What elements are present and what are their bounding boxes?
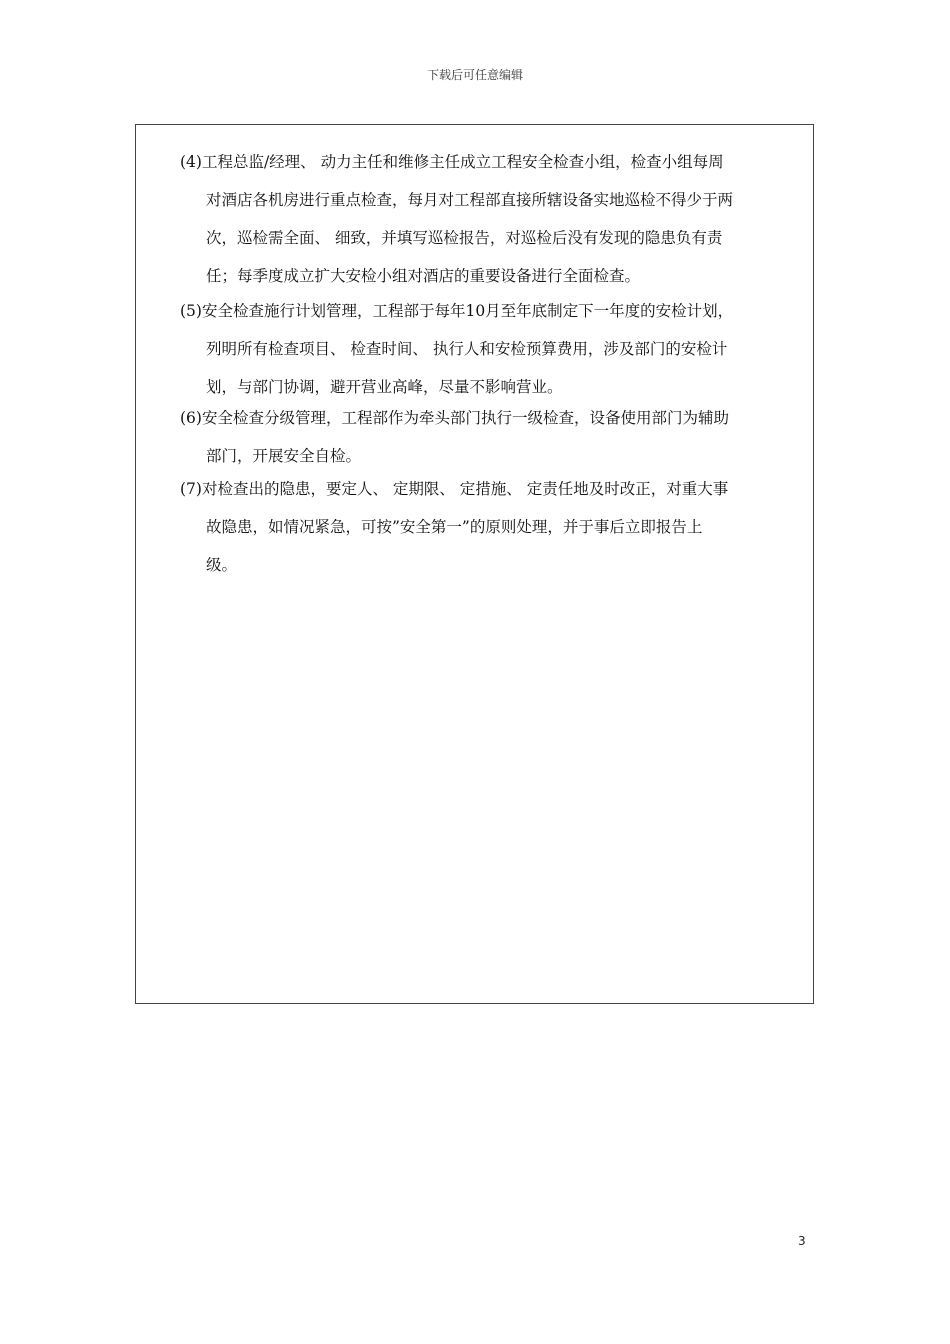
item-line: (7)对检查出的隐患，要定人、 定期限、 定措施、 定责任地及时改正，对重大事 bbox=[180, 480, 729, 498]
list-item-7 bbox=[180, 470, 790, 584]
item-line: (6)安全检查分级管理，工程部作为牵头部门执行一级检查，设备使用部门为辅助 bbox=[180, 409, 729, 427]
item-line: 列明所有检查项目、 检查时间、 执行人和安检预算费用，涉及部门的安检计 bbox=[206, 340, 728, 358]
list-item-6 bbox=[180, 399, 790, 475]
content-box bbox=[135, 124, 814, 1004]
item-line: 对酒店各机房进行重点检查，每月对工程部直接所辖设备实地巡检不得少于两 bbox=[206, 191, 734, 209]
item-line: (5)安全检查施行计划管理，工程部于每年10月至年底制定下一年度的安检计划， bbox=[180, 302, 734, 320]
list-item-5 bbox=[180, 292, 790, 406]
item-line: 任；每季度成立扩大安检小组对酒店的重要设备进行全面检查。 bbox=[206, 267, 641, 285]
header-note: 下载后可任意编辑 bbox=[426, 68, 523, 82]
item-line: 划，与部门协调，避开营业高峰，尽量不影响营业。 bbox=[206, 378, 563, 396]
item-line: (4)工程总监/经理、 动力主任和维修主任成立工程安全检查小组，检查小组每周 bbox=[180, 153, 724, 171]
item-line: 次，巡检需全面、 细致，并填写巡检报告，对巡检后没有发现的隐患负有责 bbox=[206, 229, 723, 247]
item-line: 故隐患，如情况紧急，可按”安全第一”的原则处理，并于事后立即报告上 bbox=[206, 518, 703, 536]
item-line: 部门，开展安全自检。 bbox=[206, 447, 362, 465]
list-item-4 bbox=[180, 143, 790, 295]
item-line: 级。 bbox=[206, 556, 238, 574]
page-number: 3 bbox=[798, 1234, 806, 1248]
